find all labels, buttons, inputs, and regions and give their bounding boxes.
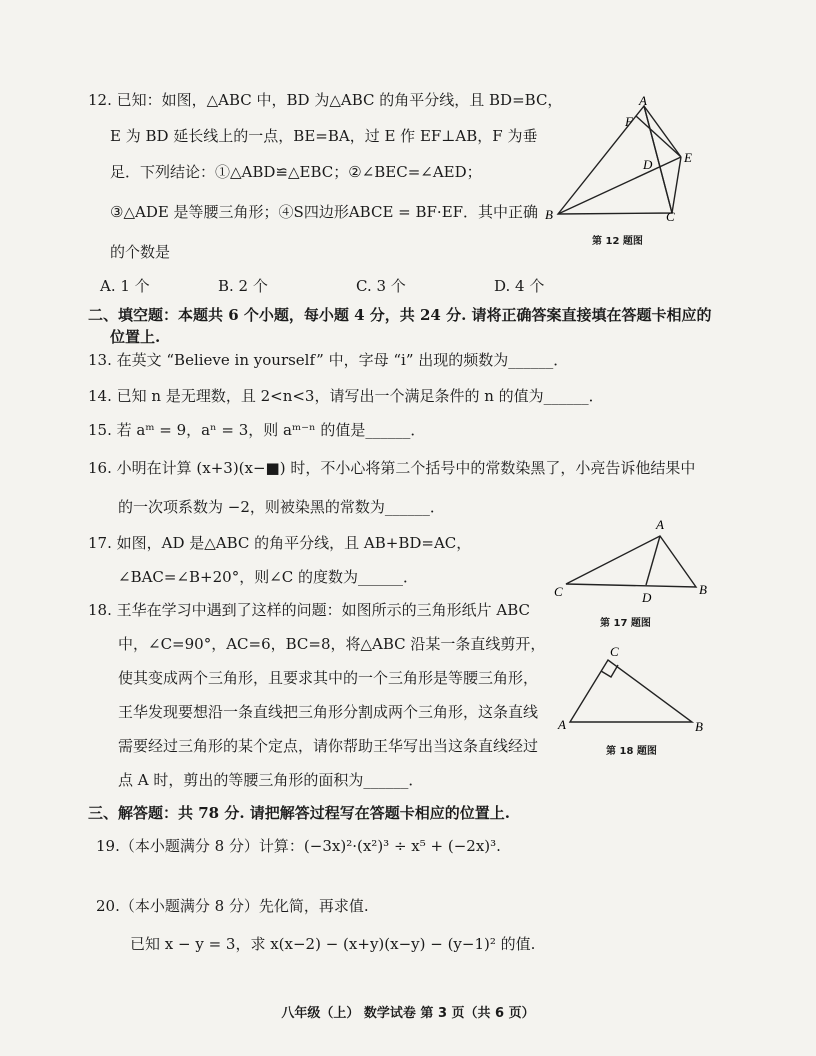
q17-line-1: 17. 如图，AD 是△ABC 的角平分线，且 AB+BD=AC， (88, 534, 472, 552)
fig12-label-e: E (684, 150, 692, 165)
fig17-label-d: D (642, 590, 652, 605)
fig17-label-a: A (656, 517, 664, 532)
fig17-label-b: B (699, 582, 707, 597)
q15-text: 15. 若 aᵐ = 9，aⁿ = 3，则 aᵐ⁻ⁿ 的值是______． (88, 421, 426, 439)
q18-line-5: 需要经过三角形的某个定点，请你帮助王华写出当这条直线经过 (118, 737, 539, 755)
q19-text: 19.（本小题满分 8 分）计算：(−3x)²·(x²)³ ÷ x⁵ + (−2x)³. (96, 837, 501, 855)
section3-heading: 三、解答题：共 78 分. 请把解答过程写在答题卡相应的位置上. (88, 804, 510, 822)
q18-line-3: 使其变成两个三角形，且要求其中的一个三角形是等腰三角形， (118, 669, 539, 687)
q12-line-1: 12. 已知：如图，△ABC 中，BD 为△ABC 的角平分线，且 BD=BC， (88, 91, 563, 109)
fig12-label-c: C (666, 209, 675, 224)
q16-line-1: 16. 小明在计算 (x+3)(x−■) 时，不小心将第二个括号中的常数染黑了，小亮告诉他结果中 (88, 459, 696, 477)
section2-heading-line-2: 位置上. (110, 328, 161, 346)
q20-line-2: 已知 x − y = 3，求 x(x−2) − (x+y)(x−y) − (y−1)² 的值. (130, 935, 536, 953)
q18-line-6: 点 A 时，剪出的等腰三角形的面积为______． (118, 771, 424, 789)
q18-figure-caption: 第 18 题图 (606, 746, 657, 757)
q18-figure (556, 640, 716, 732)
q17-line-2: ∠BAC=∠B+20°，则∠C 的度数为______． (118, 568, 419, 586)
q18-line-2: 中，∠C=90°，AC=6，BC=8，将△ABC 沿某一条直线剪开， (118, 635, 546, 653)
fig12-label-f: F (625, 114, 633, 129)
fig12-label-d: D (643, 157, 653, 172)
q20-line-1: 20.（本小题满分 8 分）先化简，再求值. (96, 897, 369, 915)
q16-line-2: 的一次项系数为 −2，则被染黑的常数为______． (118, 498, 445, 516)
fig12-label-b: B (545, 207, 553, 222)
q12-option-c: C. 3 个 (356, 277, 406, 295)
fig18-label-a: A (558, 717, 566, 732)
page-footer: 八年级（上） 数学试卷 第 3 页（共 6 页） (281, 1006, 535, 1021)
q18-line-1: 18. 王华在学习中遇到了这样的问题：如图所示的三角形纸片 ABC (88, 601, 531, 619)
fig18-label-b: B (695, 719, 703, 732)
q12-figure-caption: 第 12 题图 (592, 236, 643, 247)
fig17-label-c: C (554, 584, 563, 599)
q12-option-d: D. 4 个 (494, 277, 545, 295)
fig12-label-a: A (639, 94, 647, 108)
q17-figure (548, 512, 718, 606)
q12-option-a: A. 1 个 (100, 277, 150, 295)
q14-text: 14. 已知 n 是无理数，且 2<n<3，请写出一个满足条件的 n 的值为______． (88, 387, 604, 405)
q17-figure-caption: 第 17 题图 (600, 618, 651, 629)
fig18-label-c: C (610, 644, 619, 659)
q12-line-3: 足．下列结论：①△ABD≌△EBC；②∠BEC=∠AED； (110, 163, 482, 181)
section2-heading-line-1: 二、填空题：本题共 6 个小题，每小题 4 分，共 24 分. 请将正确答案直接填在答题卡相应的 (88, 306, 712, 324)
q12-option-b: B. 2 个 (218, 277, 268, 295)
q12-line-4: ③△ADE 是等腰三角形；④S四边形ABCE = BF·EF．其中正确 (110, 203, 539, 221)
q12-line-5: 的个数是 (110, 243, 171, 261)
q18-line-4: 王华发现要想沿一条直线把三角形分割成两个三角形，这条直线 (118, 703, 539, 721)
q12-line-2: E 为 BD 延长线上的一点，BE=BA，过 E 作 EF⊥AB，F 为垂 (110, 127, 538, 145)
q12-figure (540, 94, 700, 224)
q13-text: 13. 在英文 “Believe in yourself” 中，字母 “i” 出现的频数为______． (88, 351, 569, 369)
